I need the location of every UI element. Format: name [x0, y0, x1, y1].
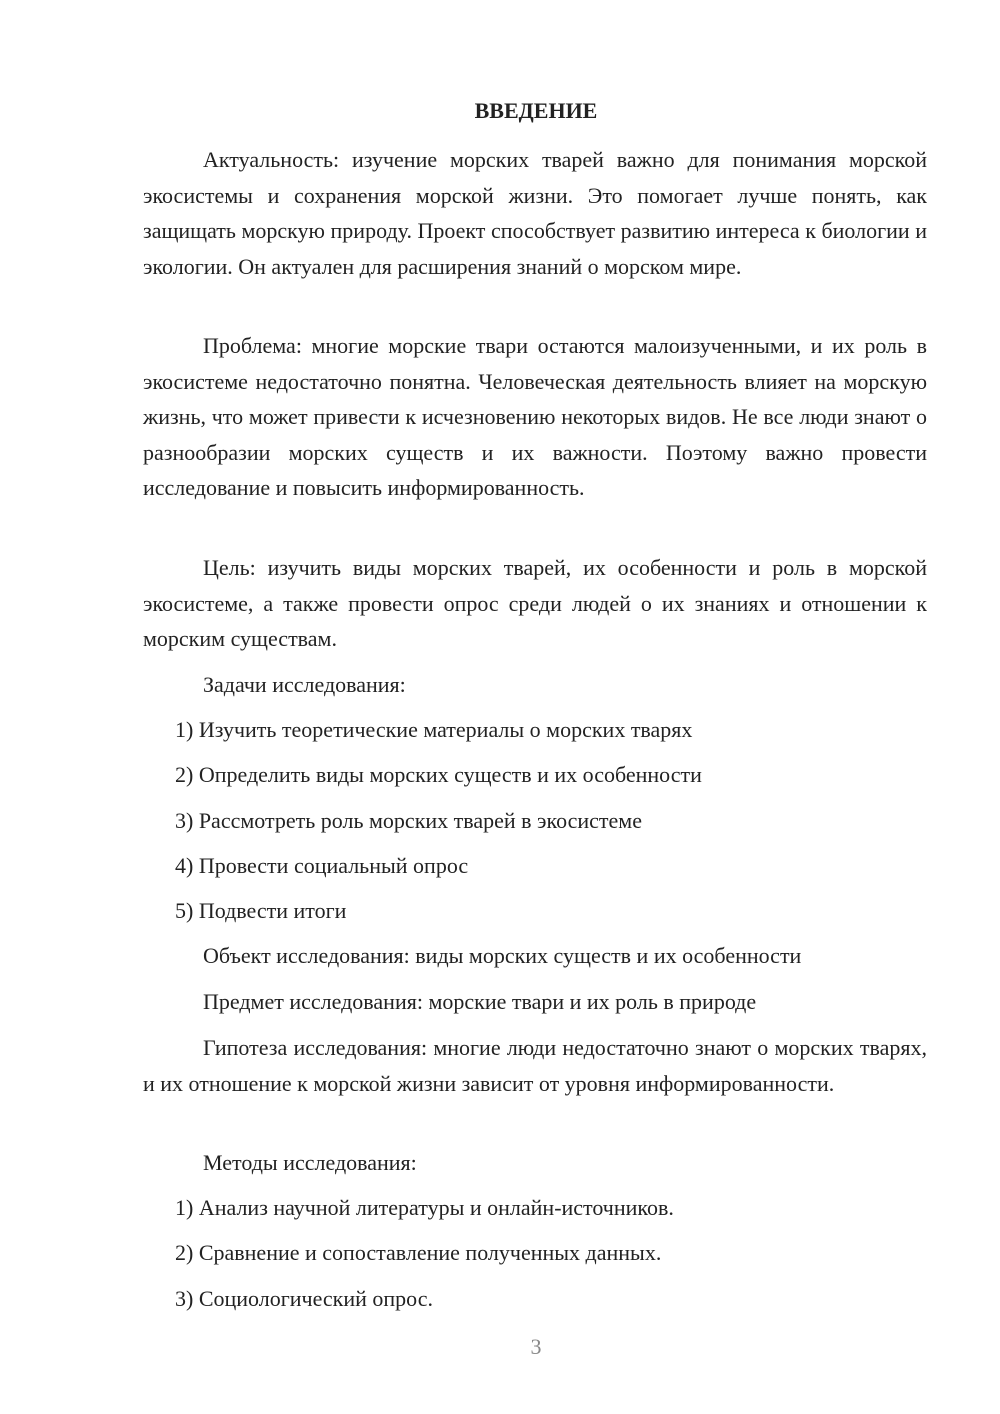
task-item: 4) Провести социальный опрос	[175, 853, 469, 878]
problem-paragraph: Проблема: многие морские твари остаются малоизученными, и их роль в экосистеме недостаточно понятна. Человеческая деятельность влияет на морскую жизнь, что может привести к исчезновению некоторых видов. Не все люди знают о разнообразии морских существ и их важности. Поэтому важно провести исследование и повысить информированность.	[143, 333, 927, 500]
research-subject: Предмет исследования: морские твари и их роль в природе	[203, 989, 757, 1014]
tasks-heading: Задачи исследования:	[203, 672, 406, 697]
task-item: 2) Определить виды морских существ и их особенности	[175, 762, 702, 787]
page-number: 3	[530, 1334, 542, 1359]
methods-heading: Методы исследования:	[203, 1150, 417, 1175]
method-item: 1) Анализ научной литературы и онлайн-источников.	[175, 1195, 674, 1220]
method-item: 3) Социологический опрос.	[175, 1286, 433, 1311]
relevance-paragraph: Актуальность: изучение морских тварей важно для понимания морской экосистемы и сохранения морской жизни. Это помогает лучше понять, как защищать морскую природу. Проект способствует развитию интереса к биологии и экологии. Он актуален для расширения знаний о морском мире.	[143, 147, 927, 279]
task-item: 3) Рассмотреть роль морских тварей в экосистеме	[175, 808, 642, 833]
research-object: Объект исследования: виды морских существ и их особенности	[203, 943, 802, 968]
page-title: ВВЕДЕНИЕ	[474, 98, 598, 123]
task-item: 1) Изучить теоретические материалы о морских тварях	[175, 717, 693, 742]
method-item: 2) Сравнение и сопоставление полученных данных.	[175, 1240, 662, 1265]
goal-paragraph: Цель: изучить виды морских тварей, их особенности и роль в морской экосистеме, а также провести опрос среди людей о их знаниях и отношении к морским существам.	[143, 555, 927, 651]
hypothesis-paragraph: Гипотеза исследования: многие люди недостаточно знают о морских тварях, и их отношение к морской жизни зависит от уровня информированности.	[143, 1035, 927, 1096]
task-item: 5) Подвести итоги	[175, 898, 347, 923]
